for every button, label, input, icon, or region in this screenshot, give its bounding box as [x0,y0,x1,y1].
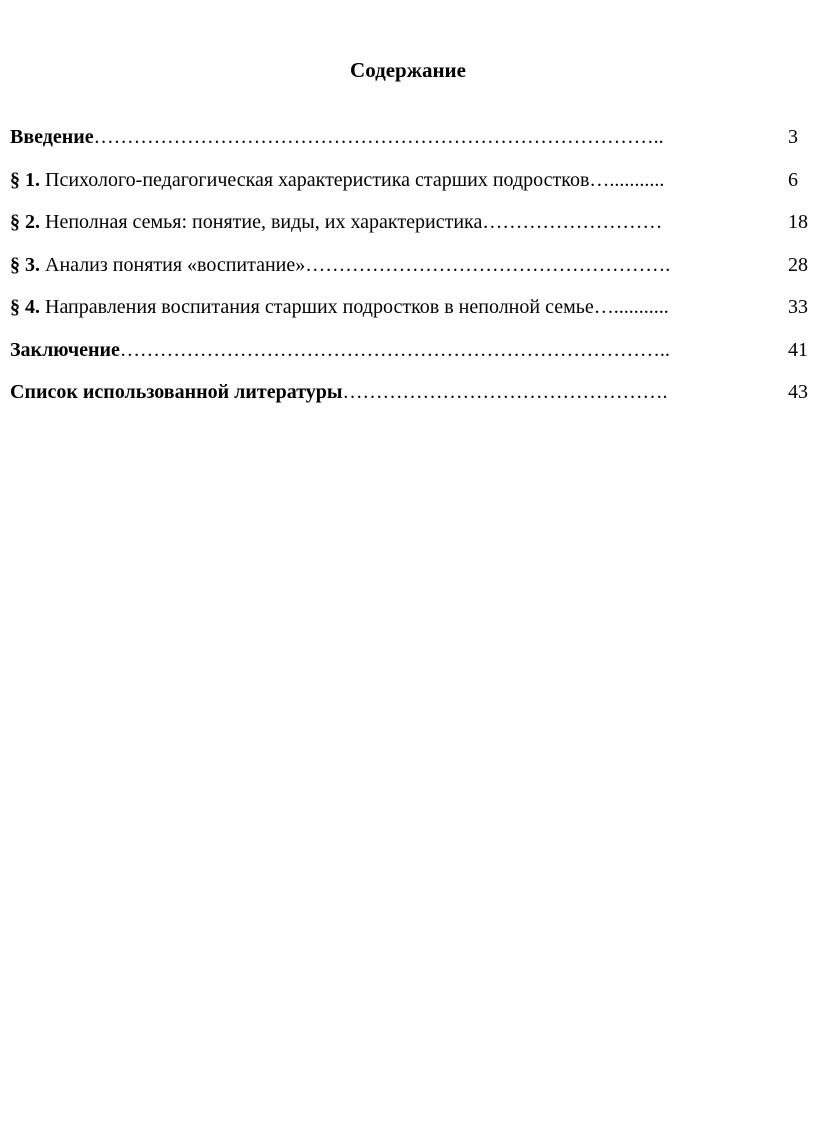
toc-entry-text [10,167,664,193]
toc-entry-leader: ………………………………………………. [305,253,671,276]
toc-entry-text [10,294,669,320]
toc-entry-section-4 [10,294,816,337]
toc-entry-leader: …........... [589,168,665,191]
toc-entry-conclusion [10,337,816,380]
toc-entry-section-1 [10,167,816,210]
toc-entry-number: § 4. [10,296,40,318]
toc-entry-page: 33 [788,296,808,318]
toc-entry-leader: …........... [593,296,669,318]
toc-entry-label: Список использованной литературы [10,381,343,403]
toc-entry-section-2 [10,209,816,252]
toc-entry-page: 43 [788,381,808,403]
table-of-contents [10,124,816,422]
toc-title: Содержание [350,58,466,82]
toc-entry-number: § 3. [10,253,40,276]
toc-entry-label: Анализ понятия «воспитание» [45,253,306,276]
toc-entry-leader: ……………………… [482,211,663,233]
toc-entry-label: Неполная семья: понятие, виды, их характеристика [45,211,483,233]
toc-entry-section-3 [10,252,816,295]
toc-entry-label: Заключение [10,338,120,361]
toc-entry-leader: ………………………………………………………………………….. [93,126,664,148]
toc-entry-introduction [10,124,816,167]
toc-entry-references [10,379,816,422]
toc-entry-leader: ……………………………………………………………………….. [119,338,670,361]
toc-entry-text [10,209,662,235]
toc-entry-page: 41 [788,338,808,361]
toc-entry-number: § 1. [10,168,40,191]
toc-entry-page: 6 [788,168,798,191]
toc-entry-label: Направления воспитания старших подростков в неполной семье [45,296,594,318]
toc-entry-text [10,337,670,363]
toc-entry-page: 3 [788,126,798,148]
toc-entry-leader: …………………………………………. [342,381,668,403]
toc-entry-text [10,124,664,150]
toc-entry-page: 28 [788,253,808,276]
toc-entry-page: 18 [788,211,808,233]
toc-entry-text [10,379,668,405]
toc-entry-number: § 2. [10,211,40,233]
toc-entry-label: Психолого-педагогическая характеристика старших подростков [45,168,590,191]
toc-entry-label: Введение [10,126,94,148]
toc-entry-text [10,252,670,278]
